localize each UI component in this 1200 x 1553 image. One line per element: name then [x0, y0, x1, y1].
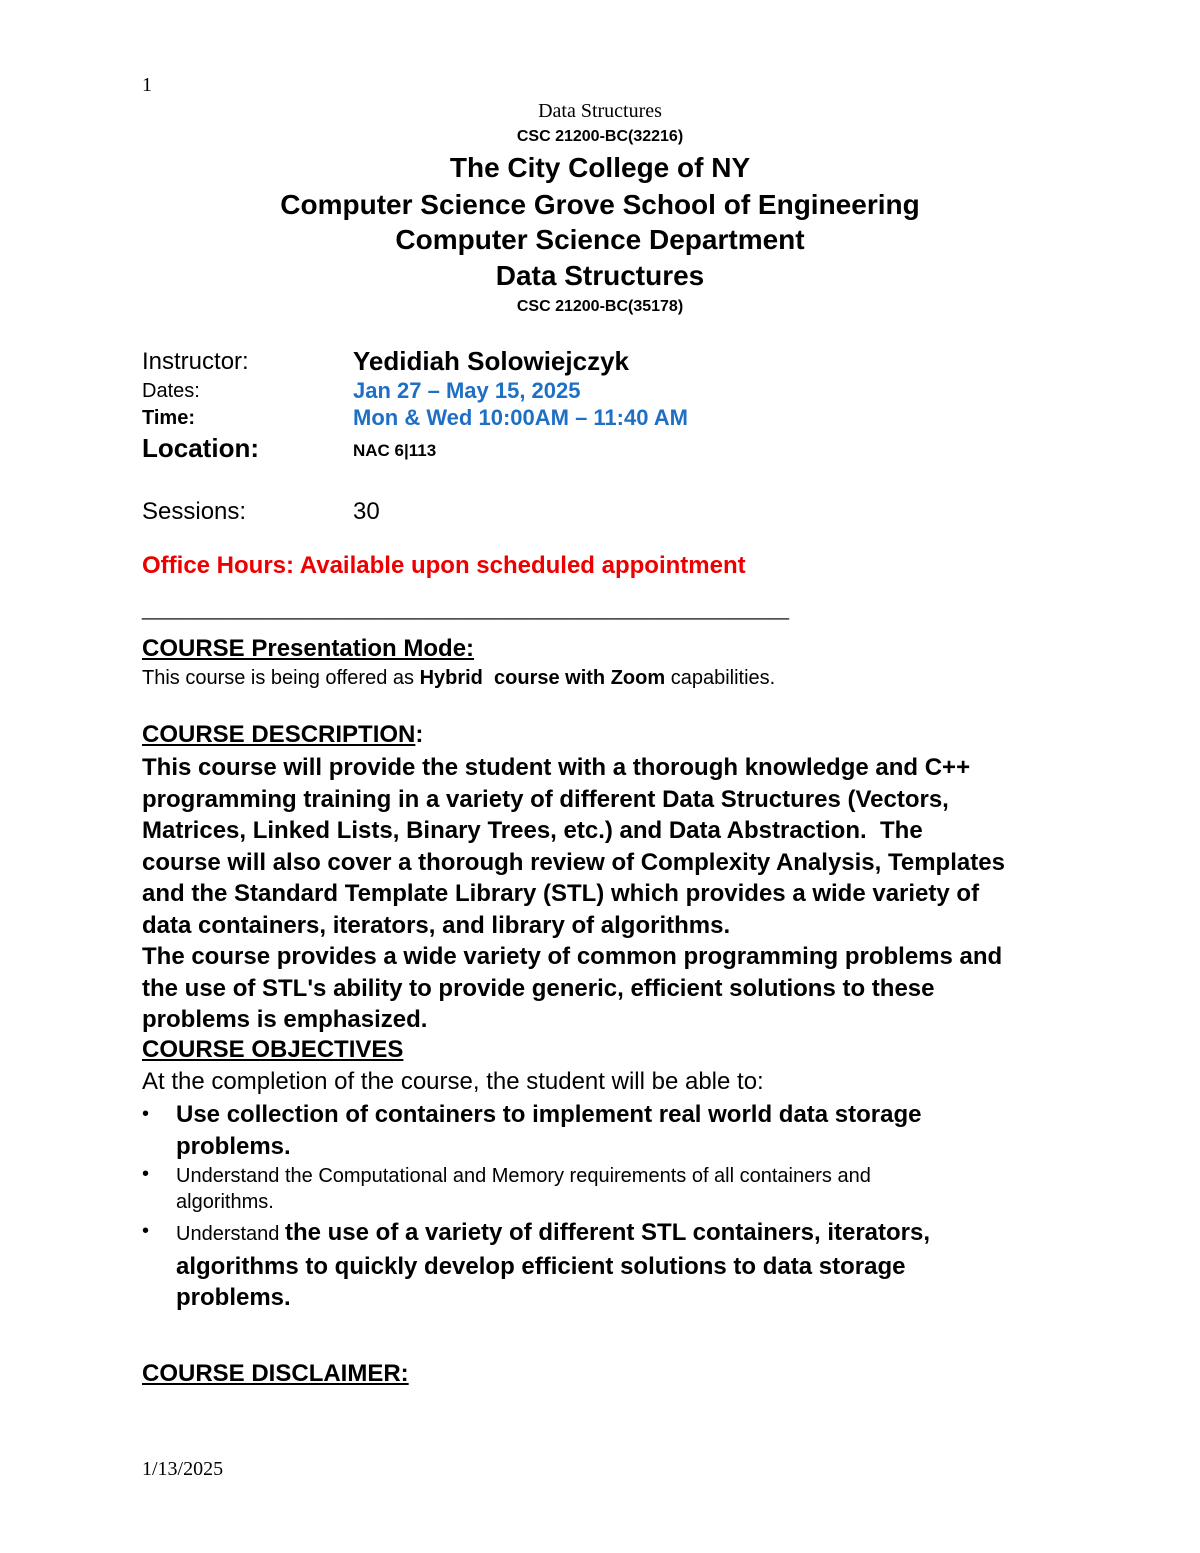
description-line: the use of STL's ability to provide generic, efficient solutions to these: [142, 974, 935, 1002]
objective-item-1-line: problems.: [176, 1132, 291, 1160]
description-line: programming training in a variety of different Data Structures (Vectors,: [142, 785, 949, 813]
time-label: Time:: [142, 407, 195, 429]
presentation-text-part2: capabilities.: [665, 667, 776, 689]
objective-item-1-line: Use collection of containers to implement real world data storage: [176, 1101, 922, 1128]
description-line: and the Standard Template Library (STL) which provides a wide variety of: [142, 880, 980, 907]
header-course-code: CSC 21200-BC(32216): [516, 128, 684, 145]
description-line: Matrices, Linked Lists, Binary Trees, etc.) and Data Abstraction. The: [142, 817, 923, 844]
location-value: NAC 6|113: [353, 441, 437, 460]
presentation-heading: COURSE Presentation Mode:: [142, 635, 475, 662]
time-value: Mon & Wed 10:00AM – 11:40 AM: [353, 405, 688, 430]
description-body: [142, 752, 1005, 1036]
objective-item-3: [176, 1217, 930, 1314]
bullet-icon: •: [142, 1103, 150, 1125]
instructor-value: Yedidiah Solowiejczyk: [353, 346, 629, 376]
presentation-text-part1: This course is being offered as: [142, 667, 420, 689]
department-name: Computer Science Department: [395, 224, 805, 255]
objectives-heading: COURSE OBJECTIVES: [142, 1036, 404, 1063]
objective-item-2: [176, 1163, 871, 1215]
objectives-intro: At the completion of the course, the student will be able to:: [142, 1068, 764, 1095]
presentation-text: [142, 667, 775, 690]
objective-item-3-line2: algorithms to quickly develop efficient solutions to data storage: [176, 1252, 906, 1280]
presentation-hybrid: Hybrid: [419, 667, 483, 689]
description-line: This course will provide the student with a thorough knowledge and C++: [142, 754, 971, 781]
location-label: Location:: [142, 433, 259, 463]
objective-item-3-line3: problems.: [176, 1284, 291, 1311]
header-doc-title: Data Structures: [538, 100, 662, 122]
disclaimer-heading: COURSE DISCLAIMER:: [142, 1360, 409, 1387]
sessions-value: 30: [353, 498, 380, 525]
objective-item-3-line1: [176, 1217, 930, 1251]
objective-item-2-line: Understand the Computational and Memory requirements of all containers and: [176, 1165, 871, 1187]
description-line: course will also cover a thorough review of Complexity Analysis, Templates: [142, 848, 1005, 876]
description-heading-text: COURSE DESCRIPTION: [142, 721, 416, 748]
objective-item-2-line: algorithms.: [176, 1191, 274, 1213]
course-name: Data Structures: [495, 260, 705, 291]
dates-label: Dates:: [142, 380, 200, 402]
page-number: 1: [142, 74, 152, 96]
office-hours: Office Hours: Available upon scheduled appointment: [142, 552, 746, 579]
description-heading: [142, 721, 423, 749]
objective-item-1: [176, 1099, 922, 1162]
bullet-icon: •: [142, 1220, 150, 1242]
presentation-zoom: course with Zoom: [482, 667, 666, 689]
instructor-label: Instructor:: [142, 348, 249, 375]
objective-item-3-bold: the use of a variety of different STL containers, iterators,: [284, 1219, 931, 1246]
school-name: Computer Science Grove School of Engineering: [280, 189, 920, 220]
description-line: The course provides a wide variety of common programming problems and: [142, 943, 1003, 970]
dates-value: Jan 27 – May 15, 2025: [353, 378, 581, 403]
course-code-secondary: CSC 21200-BC(35178): [516, 298, 684, 315]
description-line: data containers, iterators, and library of algorithms.: [142, 911, 731, 939]
description-line: problems is emphasized.: [142, 1006, 428, 1033]
separator-line: ________________________________________________________________: [142, 600, 790, 620]
footer-date: 1/13/2025: [142, 1458, 224, 1480]
description-heading-colon: :: [415, 721, 424, 748]
sessions-label: Sessions:: [142, 498, 247, 525]
bullet-icon: •: [142, 1163, 150, 1185]
college-name: The City College of NY: [449, 152, 751, 183]
objective-item-3-prefix: Understand: [176, 1223, 285, 1245]
